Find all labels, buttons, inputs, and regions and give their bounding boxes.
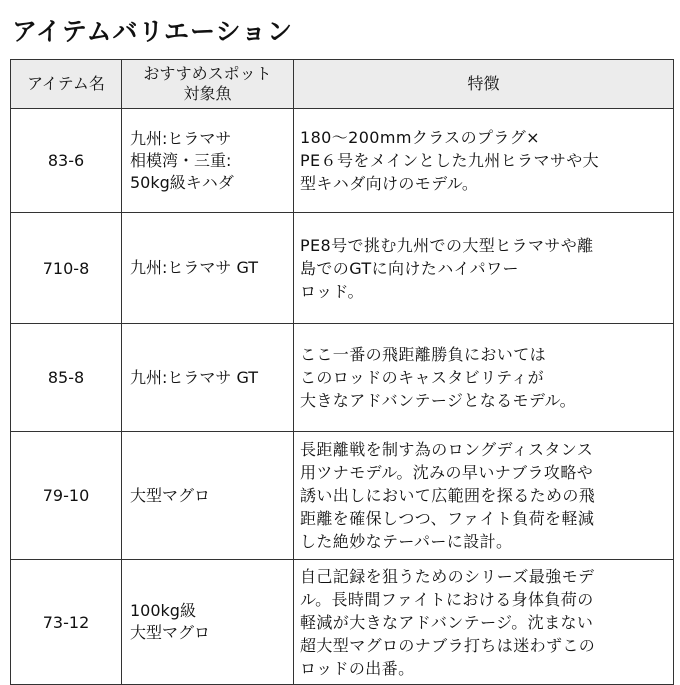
spot-line: 100kg級 — [130, 601, 196, 620]
spot-line: 50kg級キハダ — [130, 172, 234, 192]
feature-line: PE６号をメインとした九州ヒラマサや大 — [300, 151, 600, 170]
feature-line: ル。長時間ファイトにおける身体負荷の — [300, 589, 594, 609]
feature-line: した絶妙なテーパーに設計。 — [300, 532, 513, 551]
feature-line: 型キハダ向けのモデル。 — [300, 174, 479, 193]
header-recommended-spot — [122, 60, 294, 109]
recommended-spot-cell — [122, 213, 294, 324]
feature-line: ロッド。 — [300, 281, 364, 301]
item-variation-table — [10, 59, 674, 685]
table-row — [11, 560, 674, 685]
feature-line: 誘い出しにおいて広範囲を探るための飛 — [300, 486, 596, 505]
recommended-spot-cell — [122, 432, 294, 560]
feature-cell — [294, 432, 674, 560]
spot-line: 大型マグロ — [130, 623, 211, 642]
spot-line: 九州:ヒラマサ GT — [130, 367, 259, 387]
feature-line: ロッドの出番。 — [300, 658, 415, 678]
feature-line: 距離を確保しつつ、ファイト負荷を軽減 — [300, 509, 595, 528]
feature-line: 自己記録を狙うためのシリーズ最強モデ — [300, 566, 595, 586]
header-spot-label: おすすめスポット — [143, 64, 272, 83]
table-row — [11, 213, 674, 324]
spot-line: 九州:ヒラマサ GT — [130, 258, 259, 277]
table-header-row — [11, 60, 674, 109]
item-name-cell: 85-8 — [11, 324, 122, 432]
feature-line: PE8号で挑む九州での大型ヒラマサや離 — [300, 235, 594, 255]
feature-cell — [294, 560, 674, 685]
feature-line: このロッドのキャスタビリティが — [300, 368, 545, 387]
item-name-cell: 83-6 — [11, 109, 122, 213]
recommended-spot-cell — [122, 560, 294, 685]
feature-cell — [294, 324, 674, 432]
feature-cell — [294, 213, 674, 324]
header-item-name: アイテム名 — [11, 60, 122, 109]
feature-line: 超大型マグロのナブラ打ちは迷わずこの — [300, 635, 596, 655]
spot-line: 相模湾・三重: — [130, 150, 232, 170]
spot-line: 大型マグロ — [130, 485, 211, 505]
table-row — [11, 109, 674, 213]
header-feature: 特徴 — [294, 60, 674, 109]
feature-line: 大きなアドバンテージとなるモデル。 — [300, 391, 577, 410]
table-row — [11, 432, 674, 560]
recommended-spot-cell — [122, 109, 294, 213]
item-name-cell: 710-8 — [11, 213, 122, 324]
spot-line: 九州:ヒラマサ — [130, 128, 232, 148]
item-name-cell: 73-12 — [11, 560, 122, 685]
header-target-fish-label: 対象魚 — [183, 84, 232, 103]
feature-line: 用ツナモデル。沈みの早いナブラ攻略や — [300, 463, 594, 482]
feature-line: 180～200mmクラスのプラグ× — [300, 128, 540, 147]
feature-line: 島でのGTに向けたハイパワー — [300, 258, 519, 278]
feature-line: 軽減が大きなアドバンテージ。沈まない — [300, 612, 594, 632]
page-title: アイテムバリエーション — [12, 17, 294, 46]
feature-line: 長距離戦を制す為のロングディスタンス — [300, 440, 594, 459]
feature-line: ここ一番の飛距離勝負においては — [300, 345, 547, 364]
feature-cell — [294, 109, 674, 213]
recommended-spot-cell — [122, 324, 294, 432]
item-name-cell: 79-10 — [11, 432, 122, 560]
table-row — [11, 324, 674, 432]
